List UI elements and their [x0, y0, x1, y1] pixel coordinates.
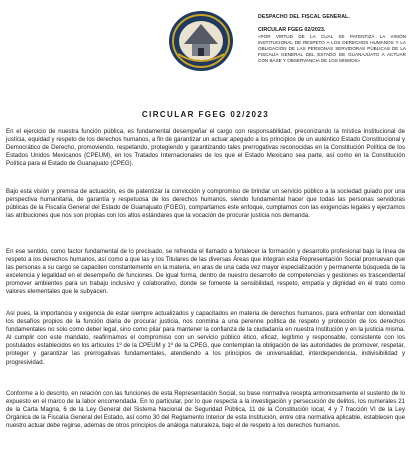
body-paragraph: Conforme a lo descrito, en relación con las funciones de esta Representación Social, su base normativa recepta armoniosamente el sustento de lo expuesto en el marco de la labor encomendada. En lo particular, por lo que respecta a la investigación y persecución de delitos, los numerales 21 de la Carta Magna, 6 de la Ley General del Sistema Nacional de Seguridad Pública, 11 de la Constitución local, 4 y 7 fracción VI de la Ley Orgánica de la Fiscalía General del Estado, así como 30 del Reglamento Interior de esta Institución, entre otra normativa aplicable, establecen que nuestro actuar debe regirse, además de otros principios de análoga naturaleza, bajo el de respeto a los derechos humanos. — [6, 390, 405, 430]
state-seal-logo — [168, 10, 234, 72]
document-header — [258, 14, 406, 65]
body-paragraph: Bajo esta visión y premisa de actuación, es de patentizar la convicción y compromiso de brindar un servicio público a la sociedad guiado por una perspectiva humanitaria, de garantía y respetuosa de los derechos humanos, siendo fundamental hacer que todas las personas servidoras públicas de la Fiscalía General del Estado de Guanajuato (FGEG), compartamos este enfoque, cumplamos con las exigencias legales y ejerzamos las atribuciones que nos son propias con los altos estándares que la vocación de procurar justicia nos demanda. — [6, 188, 405, 220]
body-paragraph: Así pues, la importancia y exigencia de estar siempre actualizados y capacitados en materia de derechos humanos, para enfrentar con idoneidad los desafíos propios de la función diaria de procurar justicia, nos conmina a una perenne política de respeto y protección de los derechos fundamentales no solo como deber legal, sino como pilar para mantener la confianza de la ciudadanía en nuestra Institución y en la justicia misma. Al cumplir con este mandato, reafirmamos el compromiso con un servicio público ético, eficaz, legítimo y responsable, consistente con los postulados establecidos en los artículos 1º de la CPEUM y 1º de la CPEG, que contemplan la obligación de las autoridades de promover, respetar, proteger y garantizar las prerrogativas fundamentales, atendiendo a los principios de universalidad, interdependencia, indivisibilidad y progresividad. — [6, 310, 405, 366]
body-paragraph: En el ejercicio de nuestra función pública, es fundamental desempeñar el cargo con responsabilidad, preconizando la mística institucional de justicia, equidad y respeto de los derechos humanos, a fin de garantizar un actuar apegado a los principios de un auténtico Estado Constitucional y Democrático de Derecho, promoviendo, respetando, protegiendo y garantizando tales prerrogativas reconocidas en la Constitución Política de los Estados Unidos Mexicanos (CPEUM), en los Tratados Internacionales de los que el Estado Mexicano sea parte, así como en la Constitución Política para el Estado de Guanajuato (CPEG). — [6, 128, 405, 168]
body-paragraph: En ese sentido, como factor fundamental de lo precisado, se refrenda el llamado a fortalecer la formación y desarrollo profesional bajo la línea de respeto a los derechos humanos, así como a que las y los Titulares de las diversas Áreas que integran esta Representación Social promuevan que las personas a su cargo se capaciten constantemente en la materia, en aras de una cada vez mayor especialización y permanente búsqueda de la excelencia y legalidad en el desempeño de funciones. De igual forma, dentro de nuestro desarrollo de competencias y gestiones es trascendental promover ambientes para un trabajo inclusivo y colaborativo, donde se fomente la sensibilidad, respeto, empatía y dignidad en el trato como valores elementales que le subyacen. — [6, 248, 405, 296]
document-title: CIRCULAR FGEG 02/2023 — [141, 110, 270, 119]
office-name: DESPACHO DEL FISCAL GENERAL. — [258, 14, 350, 20]
circular-number: CIRCULAR FGEG 02/2023. — [258, 27, 326, 33]
circular-subject: «POR VIRTUD DE LA CUAL SE PATENTIZA LA VISIÓN INSTITUCIONAL DE RESPETO A LOS DERECHOS HUMANOS Y LA OBLIGACIÓN DE LAS PERSONAS SERVIDORAS PÚBLICAS DE LA FISCALÍA GENERAL DEL ESTADO DE GUANAJUATO A ACTUAR CON BASE Y OBSERVANCIA DE LOS MISMOS» — [258, 33, 406, 64]
